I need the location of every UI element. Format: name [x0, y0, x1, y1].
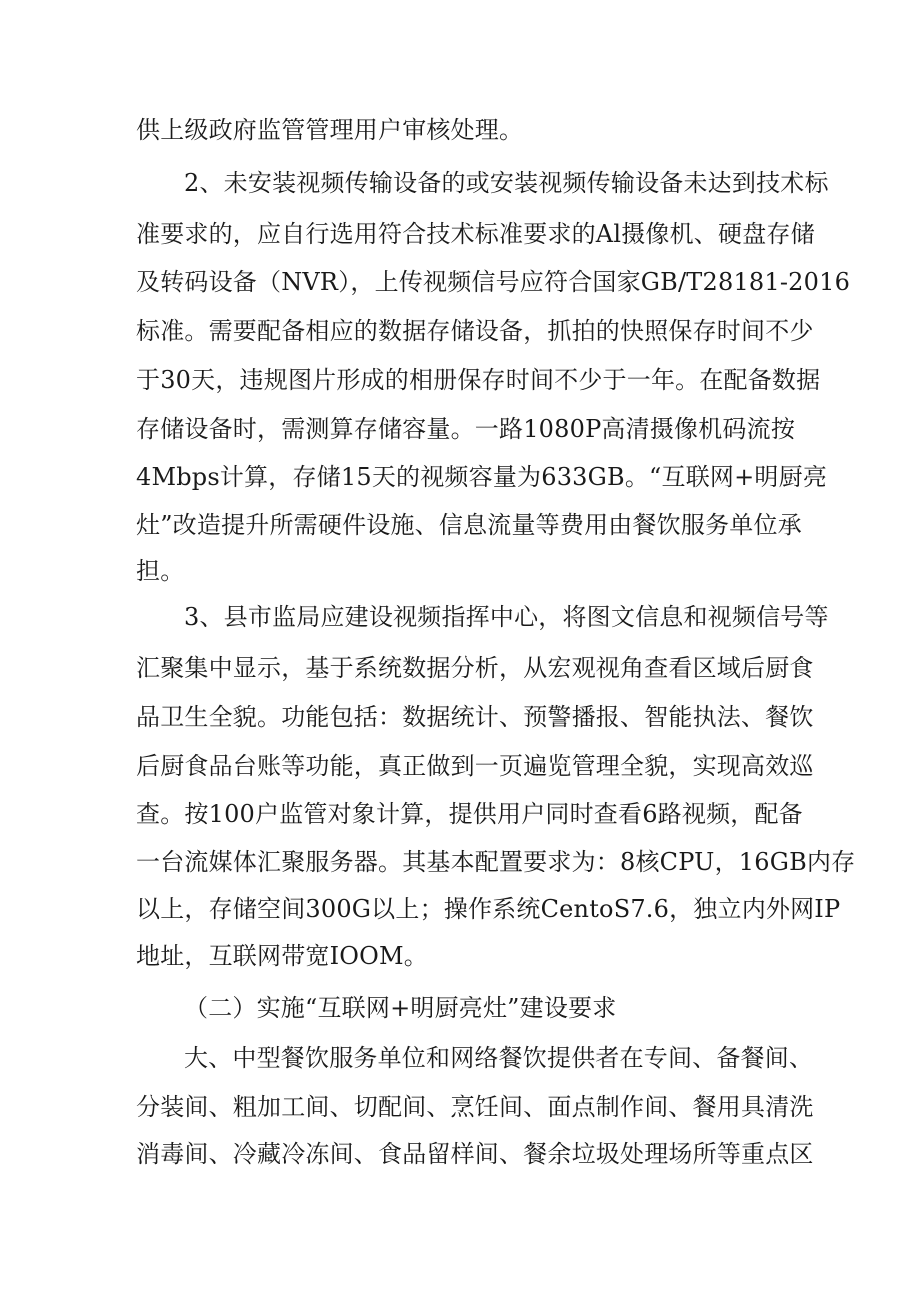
paragraph-line: 担。: [136, 557, 185, 585]
paragraph-line: 一台流媒体汇聚服务器。其基本配置要求为：8核CPU，16GB内存: [136, 848, 856, 876]
paragraph-line: 品卫生全貌。功能包括：数据统计、预警播报、智能执法、餐饮: [136, 703, 814, 731]
paragraph-line: 灶”改造提升所需硬件设施、信息流量等费用由餐饮服务单位承: [136, 511, 802, 539]
paragraph-line: 4Mbps计算，存储15天的视频容量为633GB。“互联网+明厨亮: [136, 463, 828, 491]
paragraph-line: 查。按100户监管对象计算，提供用户同时查看6路视频，配备: [136, 800, 803, 828]
paragraph-line: 存储设备时，需测算存储容量。一路1080P高清摄像机码流按: [136, 415, 796, 443]
paragraph-line: 消毒间、冷藏冷冻间、食品留样间、餐余垃圾处理场所等重点区: [136, 1140, 814, 1168]
paragraph-line: 标准。需要配备相应的数据存储设备，抓拍的快照保存时间不少: [136, 317, 814, 345]
paragraph-line: 地址，互联网带宽IOOM。: [136, 942, 429, 970]
paragraph-line: 汇聚集中显示，基于系统数据分析，从宏观视角查看区域后厨食: [136, 654, 814, 682]
paragraph-line: 供上级政府监管管理用户审核处理。: [136, 116, 524, 144]
paragraph-line: 后厨食品台账等功能，真正做到一页遍览管理全貌，实现高效巡: [136, 752, 814, 780]
paragraph-line: 以上，存储空间300G以上；操作系统CentoS7.6，独立内外网IP: [136, 895, 841, 923]
paragraph-line: 分装间、粗加工间、切配间、烹饪间、面点制作间、餐用具清洗: [136, 1093, 814, 1121]
paragraph-line: 大、中型餐饮服务单位和网络餐饮提供者在专间、备餐间、: [184, 1044, 814, 1072]
paragraph-line: 及转码设备（NVR），上传视频信号应符合国家GB/T28181-2016: [136, 268, 851, 296]
paragraph-line: 2、未安装视频传输设备的或安装视频传输设备未达到技术标: [184, 169, 829, 197]
section-heading: （二）实施“互联网+明厨亮灶”建设要求: [184, 994, 617, 1022]
paragraph-line: 3、县市监局应建设视频指挥中心，将图文信息和视频信号等: [184, 603, 829, 631]
paragraph-line: 于30天，违规图片形成的相册保存时间不少于一年。在配备数据: [136, 366, 821, 394]
paragraph-line: 准要求的，应自行选用符合技术标准要求的Al摄像机、硬盘存储: [136, 220, 815, 248]
